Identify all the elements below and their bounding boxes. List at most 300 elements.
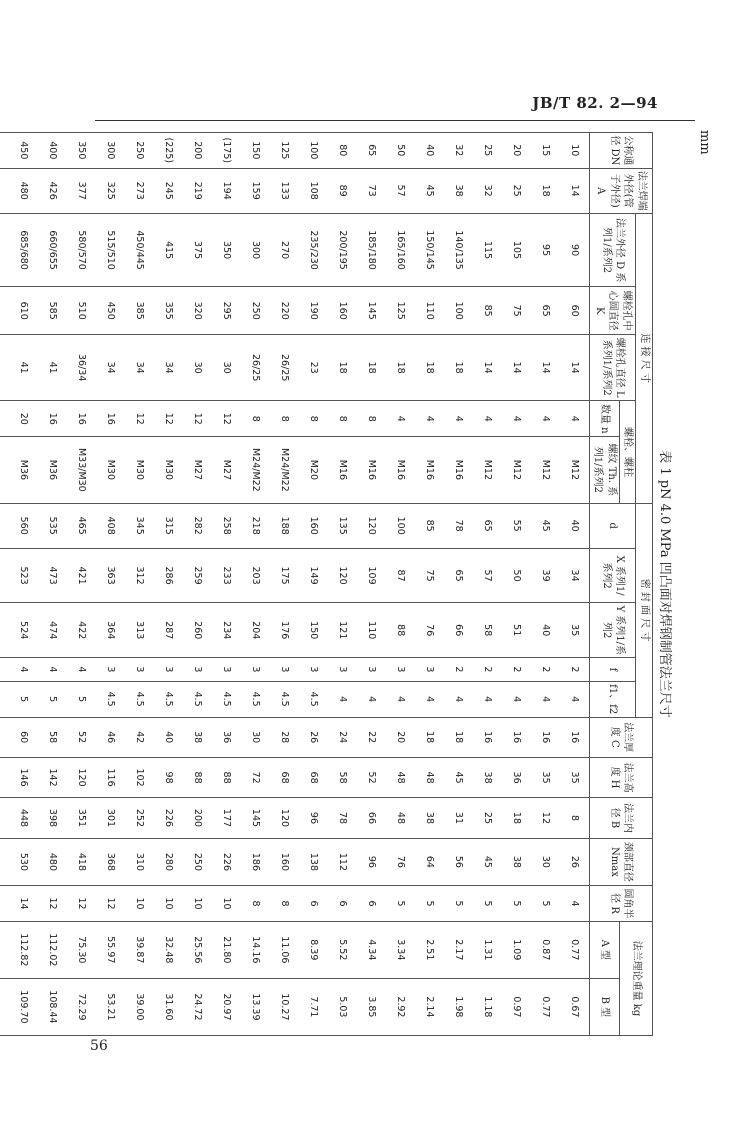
table-cell: 5 xyxy=(444,886,473,922)
table-cell: 146 xyxy=(9,757,38,797)
table-cell: M12 xyxy=(531,437,560,504)
table-cell: 4 xyxy=(560,681,590,717)
table-cell: 48 xyxy=(386,798,415,838)
table-cell: 4.5 xyxy=(154,681,183,717)
table-cell: 10 xyxy=(125,886,154,922)
table-cell: M36 xyxy=(38,437,67,504)
table-cell: 26 xyxy=(299,717,328,757)
table-cell: 0.77 xyxy=(531,978,560,1035)
table-cell: 5 xyxy=(9,681,38,717)
table-cell: 535 xyxy=(38,503,67,548)
table-cell: 523 xyxy=(9,548,38,603)
table-row xyxy=(212,133,241,1036)
th-d: d xyxy=(590,503,637,548)
table-cell: 18 xyxy=(415,717,444,757)
table-cell: 78 xyxy=(328,798,357,838)
th-bolt-hole: 螺栓孔直径 L 系列1/系列2 xyxy=(590,334,637,401)
table-cell: 102 xyxy=(125,757,154,797)
table-cell: 301 xyxy=(96,798,125,838)
table-cell: 66 xyxy=(444,603,473,658)
table-cell: 150 xyxy=(299,603,328,658)
table-cell: 8 xyxy=(328,401,357,437)
table-cell: 235/230 xyxy=(299,213,328,287)
table-cell: 34 xyxy=(96,334,125,401)
table-cell: 14 xyxy=(560,334,590,401)
table-cell: 8 xyxy=(241,886,270,922)
table-cell: 58 xyxy=(473,603,502,658)
table-cell: 75 xyxy=(415,548,444,603)
table-cell: 140/135 xyxy=(444,213,473,287)
table-cell: 145 xyxy=(357,287,386,335)
table-cell: M33/M30 xyxy=(67,437,96,504)
table-cell: 4 xyxy=(328,681,357,717)
table-cell: 282 xyxy=(183,503,212,548)
table-cell: 14 xyxy=(560,168,590,213)
table-cell: 46 xyxy=(96,717,125,757)
table-cell: 18 xyxy=(386,334,415,401)
table-cell: M12 xyxy=(473,437,502,504)
table-cell: 159 xyxy=(241,168,270,213)
table-cell: 660/655 xyxy=(38,213,67,287)
table-cell: 560 xyxy=(9,503,38,548)
unit-label: mm xyxy=(697,130,712,155)
table-cell: 474 xyxy=(38,603,67,658)
table-cell: 45 xyxy=(444,757,473,797)
th-type-b: B 型 xyxy=(590,978,620,1035)
table-cell: 24 xyxy=(328,717,357,757)
table-cell: 4 xyxy=(357,681,386,717)
table-cell: 10 xyxy=(212,886,241,922)
table-cell: 295 xyxy=(212,287,241,335)
table-cell: 30 xyxy=(183,334,212,401)
table-cell: 4 xyxy=(531,681,560,717)
th-flange-od: 法兰外径 D 系列1/系列2 xyxy=(590,213,637,287)
table-cell: 300 xyxy=(241,213,270,287)
table-cell: 65 xyxy=(473,503,502,548)
table-cell: 18 xyxy=(415,334,444,401)
table-cell: M24/M22 xyxy=(241,437,270,504)
table-row xyxy=(502,133,531,1036)
table-cell: 8 xyxy=(241,401,270,437)
table-cell xyxy=(0,757,9,797)
table-cell xyxy=(0,658,9,682)
table-cell: 65 xyxy=(444,548,473,603)
table-cell: 24.72 xyxy=(183,978,212,1035)
table-cell: 175 xyxy=(270,548,299,603)
table-cell: 16 xyxy=(38,401,67,437)
table-cell: 12 xyxy=(531,798,560,838)
th-bolt-group: 螺栓、螺柱 xyxy=(620,401,637,503)
table-cell: 112.02 xyxy=(38,921,67,978)
table-cell: 4 xyxy=(38,658,67,682)
table-cell: 351 xyxy=(67,798,96,838)
table-cell: 31.60 xyxy=(154,978,183,1035)
table-cell: 4.5 xyxy=(183,681,212,717)
table-cell: 12 xyxy=(154,401,183,437)
th-f: f xyxy=(590,658,637,682)
table-cell: 68 xyxy=(270,757,299,797)
table-row xyxy=(328,133,357,1036)
table-cell: 200/195 xyxy=(328,213,357,287)
table-caption: 表 1 pN 4.0 MPa 凹凸面对焊钢制管法兰尺寸 xyxy=(657,450,672,718)
table-cell: 52 xyxy=(357,757,386,797)
table-cell: 3 xyxy=(270,658,299,682)
table-cell xyxy=(0,681,9,717)
table-cell: 310 xyxy=(125,838,154,886)
table-cell: 4.5 xyxy=(212,681,241,717)
table-cell: 258 xyxy=(212,503,241,548)
table-cell: 418 xyxy=(67,838,96,886)
table-cell: 40 xyxy=(154,717,183,757)
table-cell: 60 xyxy=(560,287,590,335)
table-cell: 40 xyxy=(531,603,560,658)
table-cell: 250 xyxy=(183,838,212,886)
table-cell: 56 xyxy=(444,838,473,886)
table-cell: 363 xyxy=(96,548,125,603)
table-cell: 245 xyxy=(154,168,183,213)
table-cell: 116 xyxy=(96,757,125,797)
table-row xyxy=(299,133,328,1036)
table-cell: 26 xyxy=(560,838,590,886)
table-cell: 3 xyxy=(96,658,125,682)
table-cell xyxy=(0,978,9,1035)
table-body xyxy=(0,133,590,1036)
table-cell: 95 xyxy=(531,213,560,287)
table-cell: M16 xyxy=(357,437,386,504)
table-cell: 259 xyxy=(183,548,212,603)
table-cell: 145 xyxy=(241,798,270,838)
table-cell: 2.92 xyxy=(386,978,415,1035)
table-cell: 415 xyxy=(154,213,183,287)
table-cell xyxy=(0,213,9,287)
table-cell: 186 xyxy=(241,838,270,886)
table-row xyxy=(67,133,96,1036)
table-cell: 315 xyxy=(154,503,183,548)
table-cell: 2 xyxy=(473,658,502,682)
table-cell: 218 xyxy=(241,503,270,548)
table-cell: 73 xyxy=(357,168,386,213)
table-cell: 38 xyxy=(183,717,212,757)
table-cell: 300 xyxy=(96,133,125,169)
table-cell: 14 xyxy=(9,886,38,922)
table-cell: 112.82 xyxy=(9,921,38,978)
table-cell: 16 xyxy=(96,401,125,437)
table-cell: 105 xyxy=(502,213,531,287)
table-cell: 165/160 xyxy=(386,213,415,287)
table-cell: 31 xyxy=(444,798,473,838)
table-cell: 53.21 xyxy=(96,978,125,1035)
table-cell: 35 xyxy=(560,603,590,658)
table-cell: 14 xyxy=(531,334,560,401)
table-cell: 30 xyxy=(241,717,270,757)
table-cell: 12 xyxy=(125,401,154,437)
table-cell: 14.16 xyxy=(241,921,270,978)
table-cell: 3 xyxy=(212,658,241,682)
table-cell: 4.5 xyxy=(241,681,270,717)
table-row xyxy=(125,133,154,1036)
table-cell: 4 xyxy=(444,401,473,437)
table-cell: 14 xyxy=(502,334,531,401)
table-cell: 25 xyxy=(473,133,502,169)
table-cell: 385 xyxy=(125,287,154,335)
table-cell: 177 xyxy=(212,798,241,838)
table-cell: 125 xyxy=(386,287,415,335)
table-cell: 14 xyxy=(473,334,502,401)
table-cell: 18 xyxy=(444,717,473,757)
th-bore: 法兰内径 B xyxy=(590,798,653,838)
table-cell: 220 xyxy=(270,287,299,335)
table-cell: 65 xyxy=(531,287,560,335)
table-cell: 64 xyxy=(415,838,444,886)
table-cell: 204 xyxy=(241,603,270,658)
table-cell: 135 xyxy=(328,503,357,548)
table-cell: 50 xyxy=(502,548,531,603)
table-cell: 5 xyxy=(67,681,96,717)
table-cell: 20 xyxy=(386,717,415,757)
table-cell: 5.03 xyxy=(328,978,357,1035)
table-cell: 398 xyxy=(38,798,67,838)
table-cell: 41 xyxy=(38,334,67,401)
table-cell: 12 xyxy=(96,886,125,922)
table-cell: 18 xyxy=(502,798,531,838)
table-cell: 66 xyxy=(357,798,386,838)
table-cell: 3 xyxy=(357,658,386,682)
table-cell: 39 xyxy=(531,548,560,603)
table-cell: 4.5 xyxy=(96,681,125,717)
table-cell: 75 xyxy=(502,287,531,335)
table-cell: 32 xyxy=(473,168,502,213)
table-cell: 4.5 xyxy=(270,681,299,717)
table-cell: 13.39 xyxy=(241,978,270,1035)
table-cell: 421 xyxy=(67,548,96,603)
table-cell: 88 xyxy=(386,603,415,658)
table-cell: 100 xyxy=(299,133,328,169)
table-cell: 120 xyxy=(357,503,386,548)
table-cell: 3.34 xyxy=(386,921,415,978)
table-cell: 15 xyxy=(531,133,560,169)
table-row xyxy=(270,133,299,1036)
table-cell: 20 xyxy=(502,133,531,169)
table-cell: 6 xyxy=(328,886,357,922)
table-cell: 5 xyxy=(531,886,560,922)
table-cell: M16 xyxy=(444,437,473,504)
table-cell: 465 xyxy=(67,503,96,548)
table-cell: 610 xyxy=(9,287,38,335)
table-cell: 312 xyxy=(125,548,154,603)
table-row xyxy=(473,133,502,1036)
table-row xyxy=(38,133,67,1036)
table-cell: 38 xyxy=(415,798,444,838)
table-cell xyxy=(0,334,9,401)
th-dn: 公称通径 DN xyxy=(590,133,653,169)
table-cell: 68 xyxy=(299,757,328,797)
table-cell: 16 xyxy=(67,401,96,437)
table-cell: 12 xyxy=(212,401,241,437)
table-cell: 57 xyxy=(386,168,415,213)
table-cell: 160 xyxy=(299,503,328,548)
table-cell xyxy=(0,603,9,658)
table-cell: 41 xyxy=(9,334,38,401)
table-cell: 16 xyxy=(502,717,531,757)
table-cell: 8 xyxy=(270,401,299,437)
table-cell: 121 xyxy=(328,603,357,658)
table-cell: 160 xyxy=(328,287,357,335)
table-cell: 320 xyxy=(183,287,212,335)
table-cell: 2 xyxy=(444,658,473,682)
th-type-a: A 型 xyxy=(590,921,620,978)
th-neck: 颈部直径 Nmax xyxy=(590,838,653,886)
table-cell: 25 xyxy=(502,168,531,213)
table-cell: (225) xyxy=(154,133,183,169)
table-cell: 76 xyxy=(386,838,415,886)
table-cell: 226 xyxy=(212,838,241,886)
table-cell: 65 xyxy=(357,133,386,169)
table-cell: 110 xyxy=(415,287,444,335)
table-cell: 150 xyxy=(241,133,270,169)
table-cell xyxy=(0,133,9,169)
table-cell xyxy=(0,838,9,886)
table-cell: 32 xyxy=(444,133,473,169)
table-cell xyxy=(0,437,9,504)
th-thickness: 法兰厚度 C xyxy=(590,717,653,757)
th-radius: 圆角半径 R xyxy=(590,886,653,922)
table-cell: 90 xyxy=(560,213,590,287)
table-cell: M27 xyxy=(212,437,241,504)
table-cell: 6 xyxy=(357,886,386,922)
table-cell: 10 xyxy=(154,886,183,922)
table-cell: 203 xyxy=(241,548,270,603)
table-cell: M12 xyxy=(560,437,590,504)
table-cell: 200 xyxy=(183,133,212,169)
table-cell: 50 xyxy=(386,133,415,169)
table-cell: 2.14 xyxy=(415,978,444,1035)
table-cell: 250 xyxy=(125,133,154,169)
table-cell: 287 xyxy=(154,603,183,658)
table-cell: 112 xyxy=(328,838,357,886)
th-pipe: 法兰焊端外径(管子外径) A xyxy=(590,168,653,213)
table-cell: M16 xyxy=(328,437,357,504)
table-cell: 20.97 xyxy=(212,978,241,1035)
table-cell: 2 xyxy=(560,658,590,682)
table-cell: 108.44 xyxy=(38,978,67,1035)
table-cell: 685/680 xyxy=(9,213,38,287)
table-cell: 4.34 xyxy=(357,921,386,978)
table-cell: 4 xyxy=(531,401,560,437)
table-cell: 4 xyxy=(502,401,531,437)
th-bolt-circle: 螺栓孔中心圆直径 K xyxy=(590,287,637,335)
table-cell: 142 xyxy=(38,757,67,797)
table-cell: M20 xyxy=(299,437,328,504)
table-cell: 7.71 xyxy=(299,978,328,1035)
table-cell: 40 xyxy=(560,503,590,548)
table-cell: 400 xyxy=(38,133,67,169)
table-cell: 38 xyxy=(502,838,531,886)
table-cell: 234 xyxy=(212,603,241,658)
table-cell: 160 xyxy=(270,838,299,886)
table-cell: 45 xyxy=(473,838,502,886)
table-cell: 55.97 xyxy=(96,921,125,978)
table-cell: M16 xyxy=(386,437,415,504)
table-cell: 120 xyxy=(270,798,299,838)
table-cell: 185/180 xyxy=(357,213,386,287)
table-cell: 450 xyxy=(9,133,38,169)
table-cell: 252 xyxy=(125,798,154,838)
table-cell: 12 xyxy=(183,401,212,437)
table-cell: 45 xyxy=(531,503,560,548)
table-cell: 138 xyxy=(299,838,328,886)
table-cell: 57 xyxy=(473,548,502,603)
table-cell: 16 xyxy=(560,717,590,757)
table-cell: 89 xyxy=(328,168,357,213)
table-cell: 18 xyxy=(444,334,473,401)
table-cell: 3 xyxy=(328,658,357,682)
table-cell: 28 xyxy=(270,717,299,757)
table-cell: 36 xyxy=(502,757,531,797)
table-cell: 273 xyxy=(125,168,154,213)
table-cell: 3.85 xyxy=(357,978,386,1035)
table-cell: 25 xyxy=(473,798,502,838)
table-cell: 1.31 xyxy=(473,921,502,978)
table-cell: 0.97 xyxy=(502,978,531,1035)
table-cell: 18 xyxy=(328,334,357,401)
header-rule xyxy=(95,120,695,121)
th-f1f2: f1、f2 xyxy=(590,681,637,717)
table-cell: 38 xyxy=(444,168,473,213)
table-cell: 23 xyxy=(299,334,328,401)
th-height: 法兰高度 H xyxy=(590,757,653,797)
table-cell: 219 xyxy=(183,168,212,213)
table-cell: 80 xyxy=(328,133,357,169)
table-cell: 34 xyxy=(125,334,154,401)
table-cell xyxy=(0,798,9,838)
table-cell: 4.5 xyxy=(125,681,154,717)
table-cell: 25.56 xyxy=(183,921,212,978)
table-cell: 3 xyxy=(125,658,154,682)
table-cell: 4 xyxy=(444,681,473,717)
table-cell: 524 xyxy=(9,603,38,658)
table-row xyxy=(0,133,9,1036)
table-cell: 8 xyxy=(299,401,328,437)
table-cell: 422 xyxy=(67,603,96,658)
table-cell: 5 xyxy=(502,886,531,922)
table-cell: 39.87 xyxy=(125,921,154,978)
table-row xyxy=(444,133,473,1036)
table-cell: 375 xyxy=(183,213,212,287)
table-cell: 350 xyxy=(67,133,96,169)
table-cell xyxy=(0,287,9,335)
table-cell: 10 xyxy=(183,886,212,922)
table-cell: 100 xyxy=(386,503,415,548)
table-cell: 8.39 xyxy=(299,921,328,978)
th-thread: 螺纹 Th. 系列1/系列2 xyxy=(590,437,620,504)
table-cell: 585 xyxy=(38,287,67,335)
table-cell: 4 xyxy=(386,681,415,717)
table-cell: 345 xyxy=(125,503,154,548)
table-cell: 51 xyxy=(502,603,531,658)
table-cell: 515/510 xyxy=(96,213,125,287)
table-cell: 150/145 xyxy=(415,213,444,287)
table-cell: 85 xyxy=(415,503,444,548)
table-cell: 100 xyxy=(444,287,473,335)
table-cell: 260 xyxy=(183,603,212,658)
table-cell: (175) xyxy=(212,133,241,169)
table-cell: M12 xyxy=(502,437,531,504)
table-cell: 377 xyxy=(67,168,96,213)
table-cell: 408 xyxy=(96,503,125,548)
table-cell: 76 xyxy=(415,603,444,658)
table-cell: 110 xyxy=(357,603,386,658)
table-cell: 72 xyxy=(241,757,270,797)
